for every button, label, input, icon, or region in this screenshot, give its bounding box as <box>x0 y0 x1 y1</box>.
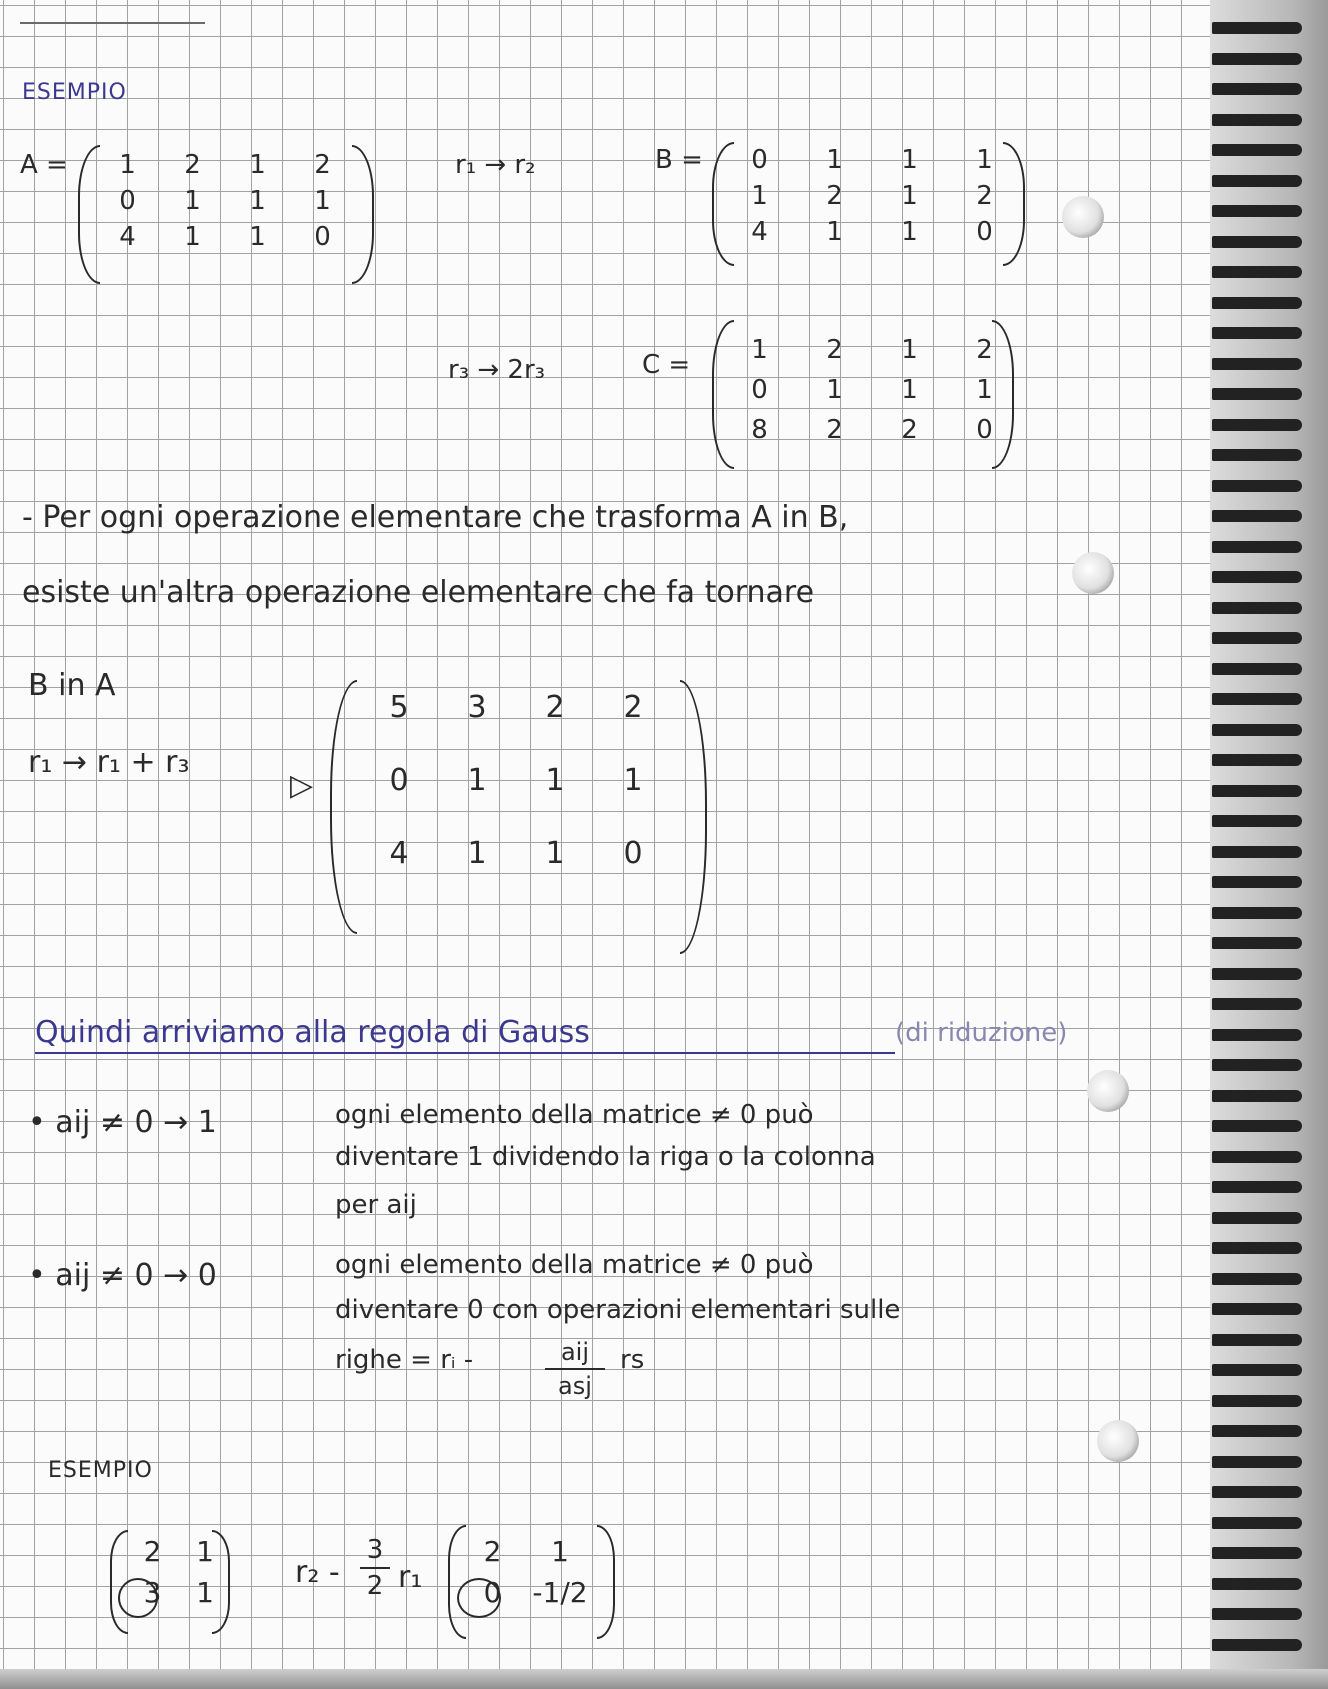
matrix-cell: -1/2 <box>532 1576 588 1609</box>
matrix-a-label: A = <box>20 150 68 180</box>
matrix-cell: 1 <box>314 186 331 216</box>
matrix-cell: 0 <box>314 222 331 252</box>
punch-hole <box>1087 1070 1129 1112</box>
matrix-cell: 2 <box>184 150 201 180</box>
spiral-ring <box>1212 449 1302 461</box>
spiral-ring <box>1212 541 1302 553</box>
matrix-cell: 1 <box>826 145 843 175</box>
spiral-ring <box>1212 602 1302 614</box>
spiral-ring <box>1212 83 1302 95</box>
paragraph-line-3: B in A <box>28 668 116 703</box>
gauss-rule-title: Quindi arriviamo alla regola di Gauss <box>35 1015 590 1050</box>
spiral-ring <box>1212 1334 1302 1346</box>
spiral-ring <box>1212 510 1302 522</box>
matrix-cell: 2 <box>545 690 565 725</box>
rule-2-line-1: ogni elemento della matrice ≠ 0 può <box>335 1250 814 1280</box>
matrix-cell: 1 <box>184 222 201 252</box>
matrix-b <box>722 145 1022 247</box>
matrix-cell: 1 <box>826 375 843 405</box>
matrix-b-label: B = <box>655 145 703 175</box>
matrix-cell: 1 <box>196 1535 214 1568</box>
spiral-ring <box>1212 876 1302 888</box>
spiral-ring <box>1212 1578 1302 1590</box>
matrix-cell: 2 <box>143 1535 162 1568</box>
pivot-circle-left <box>118 1578 158 1618</box>
spiral-ring <box>1212 1517 1302 1529</box>
spiral-ring <box>1212 907 1302 919</box>
punch-hole <box>1097 1420 1139 1462</box>
matrix-cell: 2 <box>826 415 843 445</box>
rule-2-bullet: • aij ≠ 0 → 0 <box>28 1258 217 1293</box>
spiral-ring <box>1212 1151 1302 1163</box>
rule-1-line-3: per aij <box>335 1190 417 1220</box>
spiral-ring <box>1212 175 1302 187</box>
matrix-cell: 1 <box>751 181 768 211</box>
spiral-ring <box>1212 327 1302 339</box>
matrix-cell: 2 <box>976 335 993 365</box>
spiral-ring <box>1212 1120 1302 1132</box>
paragraph-line-1: - Per ogni operazione elementare che trasforma A in B, <box>22 500 849 535</box>
example-op-suffix: r₁ <box>398 1560 423 1595</box>
gauss-rule-aside: (di riduzione) <box>895 1018 1068 1048</box>
rule-1-line-1: ogni elemento della matrice ≠ 0 può <box>335 1100 814 1130</box>
spiral-ring <box>1212 236 1302 248</box>
fraction-bar <box>360 1567 390 1569</box>
fraction-numerator: aij <box>560 1338 590 1366</box>
spiral-ring <box>1212 114 1302 126</box>
matrix-cell: 1 <box>196 1576 214 1609</box>
spiral-ring <box>1212 815 1302 827</box>
spiral-ring <box>1212 1029 1302 1041</box>
matrix-cell: 4 <box>389 836 409 871</box>
row-swap-operation: r₁ → r₂ <box>455 150 536 180</box>
spiral-ring <box>1212 1090 1302 1102</box>
spiral-ring <box>1212 1242 1302 1254</box>
example-op-prefix: r₂ - <box>295 1555 340 1590</box>
matrix-cell: 1 <box>901 335 918 365</box>
matrix-cell: 1 <box>976 375 993 405</box>
matrix-cell: 1 <box>249 150 266 180</box>
row-add-operation: r₁ → r₁ + r₃ <box>28 745 190 780</box>
matrix-cell: 4 <box>119 222 136 252</box>
example-heading-2: ESEMPIO <box>48 1458 153 1483</box>
spiral-ring <box>1212 1639 1302 1651</box>
matrix-cell: 1 <box>901 375 918 405</box>
matrix-cell: 1 <box>901 217 918 247</box>
matrix-cell: 0 <box>751 375 768 405</box>
paragraph-line-2: esiste un'altra operazione elementare che fa tornare <box>22 575 815 610</box>
matrix-cell: 5 <box>389 690 409 725</box>
spiral-ring <box>1212 419 1302 431</box>
matrix-cell: 0 <box>389 763 409 798</box>
matrix-c <box>722 335 1022 445</box>
matrix-cell: 0 <box>483 1576 502 1609</box>
spiral-ring <box>1212 1181 1302 1193</box>
spiral-ring <box>1212 266 1302 278</box>
spiral-ring <box>1212 22 1302 34</box>
matrix-cell: 1 <box>623 763 643 798</box>
matrix-cell: 0 <box>119 186 136 216</box>
rule-2-line-3-suffix: rs <box>620 1345 645 1375</box>
fraction-denominator: 2 <box>366 1571 384 1601</box>
matrix-cell: 4 <box>751 217 768 247</box>
fraction-denominator: asj <box>558 1372 592 1400</box>
spiral-ring <box>1212 1395 1302 1407</box>
matrix-a <box>95 150 355 252</box>
matrix-cell: 1 <box>467 763 487 798</box>
spiral-ring <box>1212 1059 1302 1071</box>
spiral-ring <box>1212 998 1302 1010</box>
row-scale-operation: r₃ → 2r₃ <box>448 355 546 385</box>
spiral-ring <box>1212 968 1302 980</box>
example-right-matrix-right-paren <box>597 1525 615 1639</box>
spiral-ring <box>1212 297 1302 309</box>
spiral-ring <box>1212 358 1302 370</box>
spiral-ring <box>1212 724 1302 736</box>
example-heading: ESEMPIO <box>22 80 127 105</box>
matrix-cell: 1 <box>184 186 201 216</box>
spiral-ring <box>1212 785 1302 797</box>
matrix-cell: 1 <box>826 217 843 247</box>
matrix-cell: 1 <box>901 145 918 175</box>
spiral-ring <box>1212 1425 1302 1437</box>
rule-2-line-3-prefix: righe = rᵢ - <box>335 1345 474 1375</box>
matrix-cell: 1 <box>249 222 266 252</box>
fraction-bar <box>545 1368 605 1370</box>
matrix-cell: 2 <box>314 150 331 180</box>
spiral-ring <box>1212 632 1302 644</box>
spiral-ring <box>1212 480 1302 492</box>
spiral-ring <box>1212 1273 1302 1285</box>
spiral-ring <box>1212 1547 1302 1559</box>
rule-1-bullet: • aij ≠ 0 → 1 <box>28 1105 217 1140</box>
spiral-ring <box>1212 205 1302 217</box>
rule-2-fraction <box>545 1338 605 1400</box>
matrix-cell: 2 <box>623 690 643 725</box>
matrix-cell: 2 <box>826 181 843 211</box>
punch-hole <box>1072 552 1114 594</box>
example-op-fraction <box>360 1535 390 1601</box>
matrix-c-label: C = <box>642 350 691 380</box>
spiral-ring <box>1212 1364 1302 1376</box>
spiral-ring <box>1212 571 1302 583</box>
gauss-title-underline <box>35 1052 895 1054</box>
matrix-cell: 0 <box>751 145 768 175</box>
matrix-cell: 2 <box>976 181 993 211</box>
spiral-ring <box>1212 1212 1302 1224</box>
matrix-cell: 2 <box>901 415 918 445</box>
matrix-cell: 1 <box>751 335 768 365</box>
spiral-ring <box>1212 754 1302 766</box>
matrix-cell: 1 <box>119 150 136 180</box>
matrix-cell: 0 <box>976 217 993 247</box>
matrix-cell: 3 <box>467 690 487 725</box>
spiral-ring <box>1212 144 1302 156</box>
spiral-ring <box>1212 53 1302 65</box>
bottom-shadow <box>0 1669 1328 1689</box>
matrix-d <box>360 690 672 871</box>
spiral-ring <box>1212 846 1302 858</box>
spiral-ring <box>1212 1303 1302 1315</box>
matrix-cell: 1 <box>545 836 565 871</box>
matrix-cell: 1 <box>545 763 565 798</box>
punch-hole <box>1062 196 1104 238</box>
matrix-cell: 8 <box>751 415 768 445</box>
matrix-cell: 0 <box>623 836 643 871</box>
spiral-ring <box>1212 1456 1302 1468</box>
top-rule-line <box>20 22 205 24</box>
pivot-circle-right <box>457 1578 501 1618</box>
rule-2-line-2: diventare 0 con operazioni elementari sulle <box>335 1295 901 1325</box>
matrix-cell: 1 <box>901 181 918 211</box>
rule-1-line-2: diventare 1 dividendo la riga o la colonna <box>335 1142 876 1172</box>
spiral-ring <box>1212 1608 1302 1620</box>
matrix-cell: 2 <box>826 335 843 365</box>
spiral-ring <box>1212 937 1302 949</box>
spiral-ring <box>1212 663 1302 675</box>
spiral-ring <box>1212 1486 1302 1498</box>
spiral-ring <box>1212 388 1302 400</box>
matrix-cell: 1 <box>467 836 487 871</box>
matrix-cell: 3 <box>143 1576 162 1609</box>
matrix-cell: 0 <box>976 415 993 445</box>
matrix-cell: 1 <box>976 145 993 175</box>
example-left-matrix-right-paren <box>212 1530 230 1634</box>
fraction-numerator: 3 <box>366 1535 384 1565</box>
matrix-cell: 2 <box>483 1535 502 1568</box>
matrix-cell: 1 <box>551 1535 569 1568</box>
matrix-cell: 1 <box>249 186 266 216</box>
arrow-to-icon: ▷ <box>290 768 314 803</box>
spiral-ring <box>1212 693 1302 705</box>
